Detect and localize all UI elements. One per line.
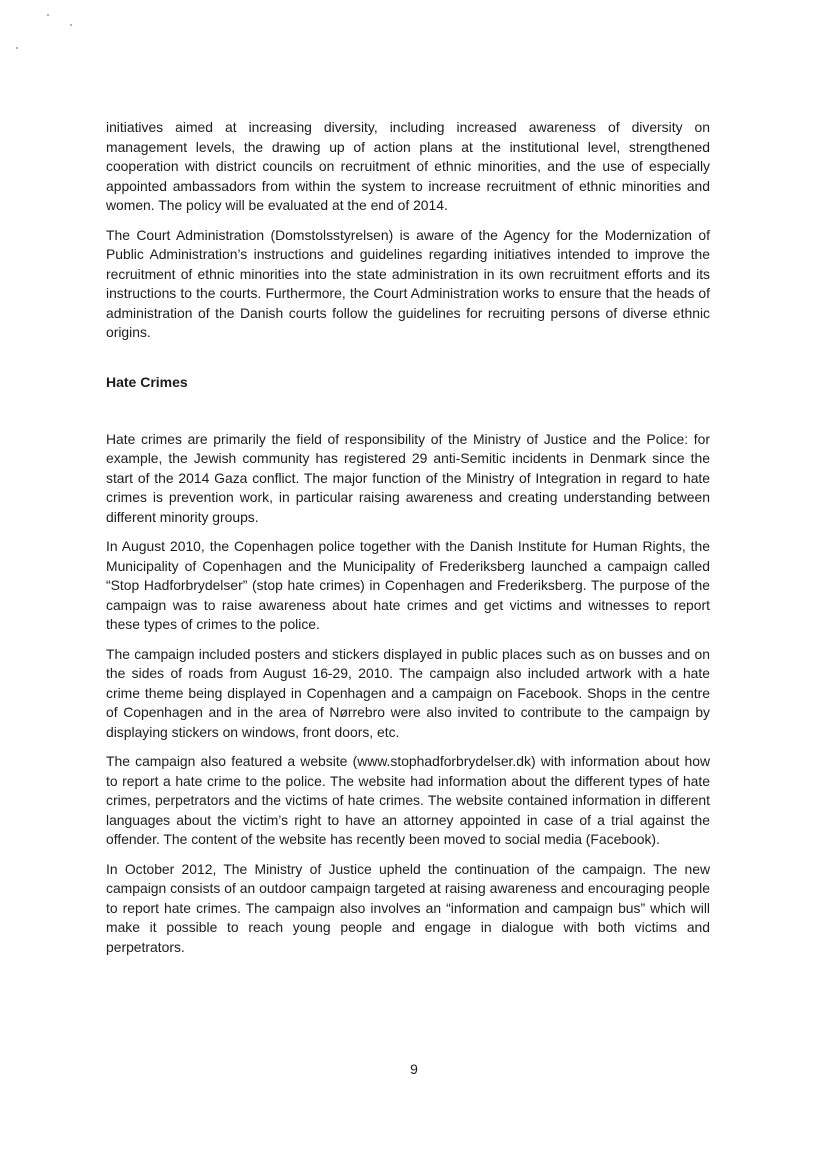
scan-speck [16,47,18,49]
body-paragraph: Hate crimes are primarily the field of responsibility of the Ministry of Justice and the Police: for example, the Jewish community has registered 29 anti-Semitic incidents in Denmark since the start of the 2014 Gaza conflict. The major function of the Ministry of Integration in regard to hate crimes is prevention work, in particular raising awareness and creating understanding between different minority groups. [106,430,710,525]
section-heading: Hate Crimes [106,373,188,390]
scan-speck [70,24,72,26]
body-paragraph: The campaign also featured a website (www.stophadforbrydelser.dk) with information about how to report a hate crime to the police. The website had information about the different types of hate crimes, perpetrators and the victims of hate crimes. The website contained information in different languages about the victim’s right to have an attorney appointed in case of a trial against the offender. The content of the website has recently been moved to social media (Facebook). [106,753,710,847]
body-paragraph: The campaign included posters and stickers displayed in public places such as on busses and on the sides of roads from August 16-29, 2010. The campaign also included artwork with a hate crime theme being displayed in Copenhagen and a campaign on Facebook. Shops in the centre of Copenhagen and in the area of Nørrebro were also invited to contribute to the campaign by displaying stickers on windows, front doors, etc. [106,645,710,740]
body-paragraph: initiatives aimed at increasing diversity, including increased awareness of diversity on management levels, the drawing up of action plans at the institutional level, strengthened cooperation with district councils on recruitment of ethnic minorities, and the use of especially appointed ambassadors from within the system to increase recruitment of ethnic minorities and women. The policy will be evaluated at the end of 2014. [106,119,710,213]
body-paragraph: In October 2012, The Ministry of Justice upheld the continuation of the campaign. The new campaign consists of an outdoor campaign targeted at raising awareness and encouraging people to report hate crimes. The campaign also involves an “information and campaign bus” which will make it possible to reach young people and engage in dialogue with both victims and perpetrators. [106,860,710,955]
scan-speck [47,14,49,16]
body-paragraph: The Court Administration (Domstolsstyrelsen) is aware of the Agency for the Modernization of Public Administration’s instructions and guidelines regarding initiatives intended to improve the recruitment of ethnic minorities into the state administration in its own recruitment efforts and its instructions to the courts. Furthermore, the Court Administration works to ensure that the heads of administration of the Danish courts follow the guidelines for recruiting persons of diverse ethnic origins. [106,226,710,340]
page-number: 9 [410,1061,418,1077]
body-paragraph: In August 2010, the Copenhagen police together with the Danish Institute for Human Rights, the Municipality of Copenhagen and the Municipality of Frederiksberg launched a campaign called “Stop Hadforbrydelser” (stop hate crimes) in Copenhagen and Frederiksberg. The purpose of the campaign was to raise awareness about hate crimes and get victims and witnesses to report these types of crimes to the police. [106,538,710,632]
document-body [106,118,710,967]
